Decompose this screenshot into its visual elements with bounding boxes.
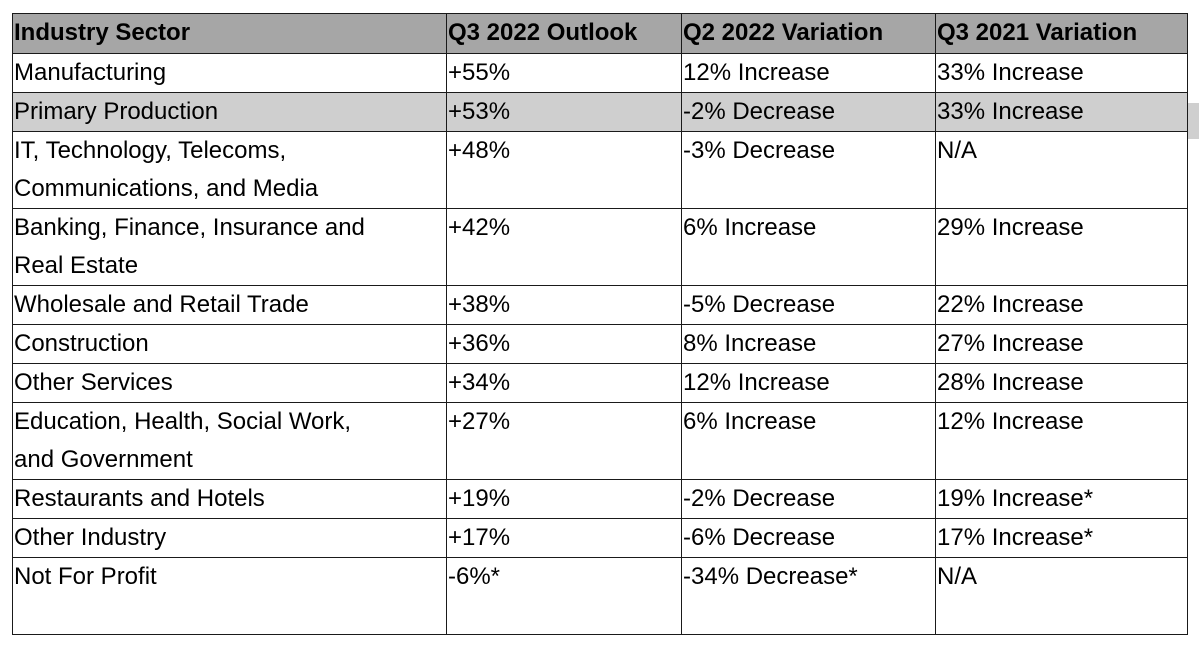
q2-variation-cell: -5% Decrease: [682, 286, 936, 325]
table-row-highlighted: [13, 93, 1188, 132]
header-q2-2022-variation: Q2 2022 Variation: [682, 14, 936, 54]
q2-variation-cell: 12% Increase: [682, 54, 936, 93]
sector-cell: Education, Health, Social Work, and Government: [13, 403, 447, 480]
table-row: [13, 325, 1188, 364]
table-row: [13, 286, 1188, 325]
q2-variation-cell: 12% Increase: [682, 364, 936, 403]
table-row: [13, 209, 1188, 286]
sector-cell: IT, Technology, Telecoms, Communications, and Media: [13, 132, 447, 209]
q2-variation-cell: 6% Increase: [682, 209, 936, 286]
q3-2021-variation-cell: 29% Increase: [936, 209, 1188, 286]
header-industry-sector: Industry Sector: [13, 14, 447, 54]
table-row: [13, 519, 1188, 558]
q3-2021-variation-cell: 17% Increase*: [936, 519, 1188, 558]
table-row: [13, 558, 1188, 635]
q3-2021-variation-cell: N/A: [936, 132, 1188, 209]
sector-cell: Other Industry: [13, 519, 447, 558]
q2-variation-cell: -3% Decrease: [682, 132, 936, 209]
sector-cell: Not For Profit: [13, 558, 447, 635]
q2-variation-cell: 6% Increase: [682, 403, 936, 480]
outlook-cell: +42%: [447, 209, 682, 286]
q2-variation-cell: -2% Decrease: [682, 480, 936, 519]
table-row: [13, 132, 1188, 209]
row-highlight-edge: [1188, 103, 1199, 139]
q3-2021-variation-cell: 28% Increase: [936, 364, 1188, 403]
outlook-cell: +38%: [447, 286, 682, 325]
q2-variation-cell: 8% Increase: [682, 325, 936, 364]
table-row: [13, 403, 1188, 480]
outlook-cell: +19%: [447, 480, 682, 519]
q3-2021-variation-cell: 19% Increase*: [936, 480, 1188, 519]
sector-cell: Manufacturing: [13, 54, 447, 93]
outlook-cell: +36%: [447, 325, 682, 364]
q2-variation-cell: -6% Decrease: [682, 519, 936, 558]
table-row: [13, 480, 1188, 519]
q3-2021-variation-cell: N/A: [936, 558, 1188, 635]
outlook-cell: +17%: [447, 519, 682, 558]
industry-outlook-table: [12, 13, 1188, 635]
sector-cell: Construction: [13, 325, 447, 364]
q3-2021-variation-cell: 12% Increase: [936, 403, 1188, 480]
sector-cell: Other Services: [13, 364, 447, 403]
outlook-cell: +48%: [447, 132, 682, 209]
table-header-row: [13, 14, 1188, 54]
outlook-cell: +27%: [447, 403, 682, 480]
table-row: [13, 54, 1188, 93]
sector-cell: Banking, Finance, Insurance and Real Estate: [13, 209, 447, 286]
q2-variation-cell: -2% Decrease: [682, 93, 936, 132]
q2-variation-cell: -34% Decrease*: [682, 558, 936, 635]
sector-cell: Restaurants and Hotels: [13, 480, 447, 519]
header-q3-2021-variation: Q3 2021 Variation: [936, 14, 1188, 54]
outlook-cell: +55%: [447, 54, 682, 93]
sector-cell: Primary Production: [13, 93, 447, 132]
q3-2021-variation-cell: 33% Increase: [936, 93, 1188, 132]
outlook-cell: +34%: [447, 364, 682, 403]
q3-2021-variation-cell: 33% Increase: [936, 54, 1188, 93]
outlook-cell: -6%*: [447, 558, 682, 635]
outlook-cell: +53%: [447, 93, 682, 132]
table-row: [13, 364, 1188, 403]
sector-cell: Wholesale and Retail Trade: [13, 286, 447, 325]
q3-2021-variation-cell: 27% Increase: [936, 325, 1188, 364]
header-q3-2022-outlook: Q3 2022 Outlook: [447, 14, 682, 54]
q3-2021-variation-cell: 22% Increase: [936, 286, 1188, 325]
